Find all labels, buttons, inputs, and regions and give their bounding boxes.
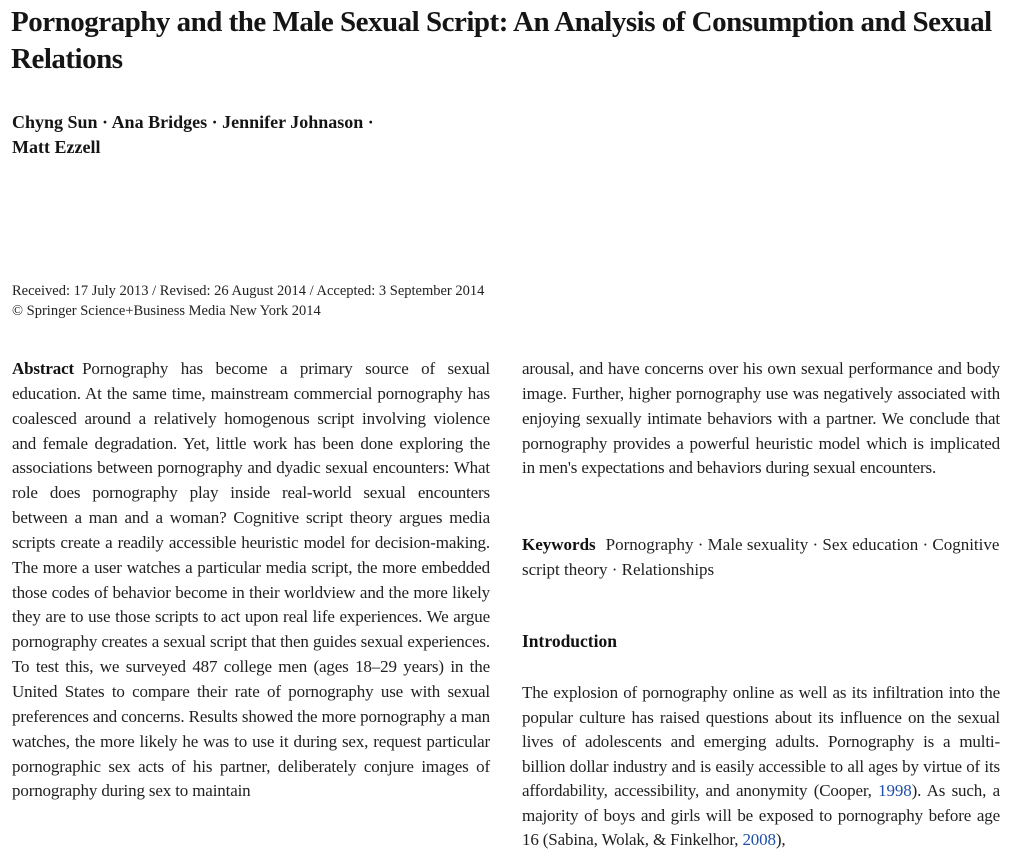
citation-link-cooper[interactable]: 1998: [878, 781, 912, 800]
abstract-text-part1: Pornography has become a primary source of sexual education. At the same time, mainstream commercial pornography has coalesced around a relatively homogenous script involving violence and female degradation. Yet, little work has been done exploring the associations between pornography and dyadic sexual encounters: What role does pornography play inside real-world sexual encounters between a man and a woman? Cognitive script theory argues media scripts create a readily accessible heuristic model for decision-making. The more a user watches a particular media script, the more embedded those codes of behavior become in their worldview and the more likely they are to use those scripts to act upon real life experiences. We argue pornography creates a sexual script that then guides sexual experiences. To test this, we surveyed 487 college men (ages 18–29 years) in the United States to compare their rate of pornography use with sexual preferences and concerns. Results showed the more pornography a man watches, the more likely he was to use it during sex, request particular pornographic sex acts of his partner, deliberately conjure images of pornography during sex to maintain: [12, 359, 490, 801]
intro-text-2: ). As such, a majority of boys and girls will be exposed to pornography before age 16 (Sabina, Wolak, & Finkelhor,: [522, 781, 1000, 849]
copyright-notice: © Springer Science+Business Media New York 2014: [12, 303, 321, 319]
author-list: [12, 110, 612, 160]
intro-text-3: ),: [775, 830, 786, 849]
paper-title: Pornography and the Male Sexual Script: An Analysis of Consumption and Sexual Relations: [11, 6, 992, 75]
publication-history: [12, 281, 712, 321]
introduction-heading: Introduction: [522, 631, 617, 651]
abstract-column-right: arousal, and have concerns over his own sexual performance and body image. Further, higher pornography use was negatively associated with enjoying sexually intimate behaviors with a partner. We conclude that pornography provides a powerful heuristic model which is implicated in men's expectations and behaviors during sexual encounters.: [522, 359, 1000, 478]
authors-line-2: Matt Ezzell: [12, 137, 101, 157]
introduction-text: [522, 681, 1000, 853]
keywords-label: Keywords: [522, 535, 596, 554]
authors-line-1: Chyng Sun · Ana Bridges · Jennifer Johnason ·: [12, 112, 374, 132]
abstract-label: Abstract: [12, 359, 75, 378]
abstract-column-left: [12, 357, 490, 804]
citation-link-sabina[interactable]: 2008: [742, 830, 776, 849]
keywords-text: Pornography · Male sexuality · Sex education · Cognitive script theory · Relationships: [522, 535, 1000, 579]
keywords-block: [522, 532, 1000, 582]
received-dates: Received: 17 July 2013 / Revised: 26 August 2014 / Accepted: 3 September 2014: [12, 283, 485, 299]
intro-text-1: The explosion of pornography online as well as its infiltration into the popular culture has raised questions about its influence on the sexual lives of adolescents and emerging adults. Pornography is a multi-billion dollar industry and is easily accessible to all ages by virtue of its affordability, accessibility, and anonymity (Cooper,: [522, 683, 1000, 800]
